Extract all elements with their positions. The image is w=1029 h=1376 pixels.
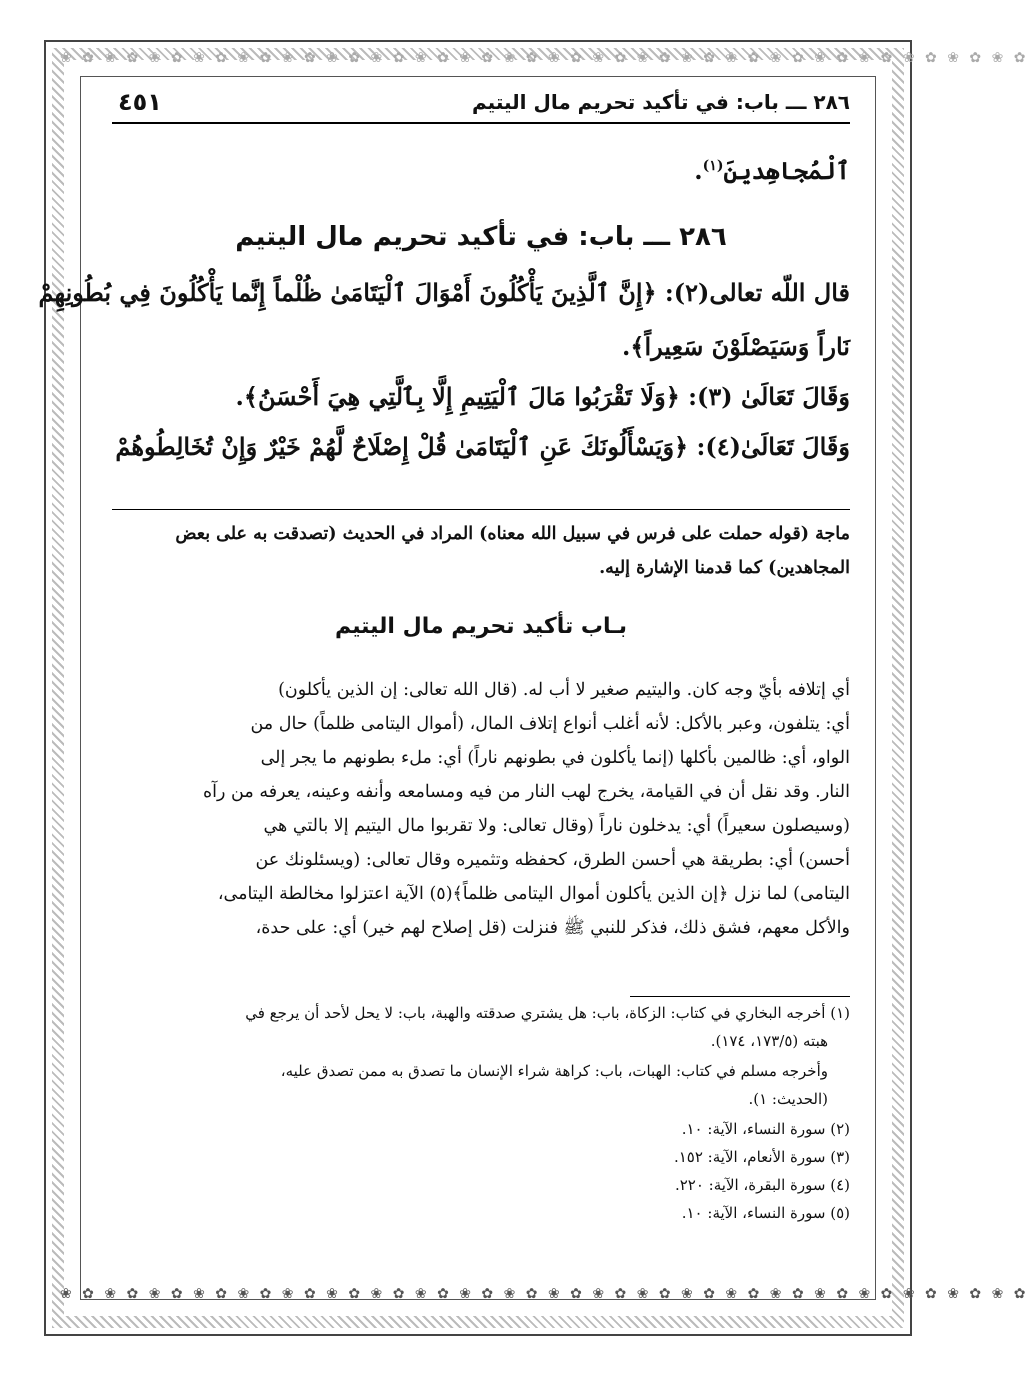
footnote-1-line-2: هبته (١٧٣/٥، ١٧٤). bbox=[710, 1032, 828, 1050]
carryover-text: ٱلْمُجاهِدينَ bbox=[723, 156, 850, 185]
commentary-line-4: النار. وقد نقل أن في القيامة، يخرج لهب النار من فيه ومسامعه وأنفه وعينه، يعرفه من رآه bbox=[203, 782, 850, 802]
footnote-1-line-1: (١) أخرجه البخاري في كتاب: الزكاة، باب: هل يشتري صدقته والهبة، باب: لا يحل لأحد أن يرجع في bbox=[245, 1004, 850, 1022]
carryover-period: . bbox=[694, 156, 703, 185]
footnote-2: (٢) سورة النساء، الآية: ١٠. bbox=[681, 1120, 850, 1138]
commentary-intro-text-1: ماجة (قوله حملت على فرس في سبيل الله معناه) المراد في الحديث (تصدقت به على بعض bbox=[175, 524, 850, 544]
commentary-line-7: اليتامى) لما نزل ﴿إن الذين يأكلون أموال اليتامى ظلماً﴾(٥) الآية اعتزلوا مخالطة اليتامى، bbox=[217, 884, 850, 904]
commentary-intro-1 bbox=[112, 518, 850, 551]
footnote-1-line-4: (الحديث: ١). bbox=[748, 1090, 828, 1108]
verse-line-1: قال اللّه تعالى(٢): ﴿إِنَّ ٱلَّذِينَ يَأْكُلُونَ أَمْوَالَ ٱلْيَتَامَىٰ ظُلْماً إِنَّما يَأْكُلُونَ فِي بُطُونِهِمْ bbox=[38, 278, 850, 307]
footnote-3: (٣) سورة الأنعام، الآية: ١٥٢. bbox=[673, 1148, 850, 1166]
commentary-line-2: أي: يتلفون، وعبر بالأكل: لأنه أغلب أنواع إتلاف المال، (أموال اليتامى ظلماً) حال من bbox=[250, 714, 850, 734]
footnote-5: (٥) سورة النساء، الآية: ١٠. bbox=[681, 1204, 850, 1222]
header-title: ٢٨٦ ـــ باب: في تأكيد تحريم مال اليتيم bbox=[471, 90, 850, 114]
carryover-word bbox=[694, 156, 850, 185]
commentary-separator bbox=[112, 509, 850, 510]
chapter-title: ٢٨٦ ـــ باب: في تأكيد تحريم مال اليتيم bbox=[235, 222, 727, 252]
running-header bbox=[112, 86, 850, 124]
commentary-line-5: (وسيصلون سعيراً) أي: يدخلون ناراً (وقال تعالى: ولا تقربوا مال اليتيم إلا بالتي هي bbox=[263, 816, 850, 836]
commentary-line-8: والأكل معهم، فشق ذلك، فذكر للنبي ﷺ فنزلت (قل إصلاح لهم خير) أي: على حدة، bbox=[255, 918, 850, 938]
carryover-footnote-ref: (١) bbox=[702, 158, 724, 174]
footnote-separator bbox=[630, 996, 850, 997]
top-ornament-border: ❀ ✿ ❀ ✿ ❀ ✿ ❀ ✿ ❀ ✿ ❀ ✿ ❀ ✿ ❀ ✿ ❀ ✿ ❀ ✿ ❀ ✿ ❀ ✿ ❀ ✿ ❀ ✿ ❀ ✿ ❀ ✿ ❀ ✿ ❀ ✿ ❀ ✿ ❀ ✿ ❀ ✿ ❀ ✿ bbox=[60, 50, 1029, 66]
commentary-line-3: الواو، أي: ظالمين بأكلها (إنما يأكلون في بطونهم ناراً) أي: ملء بطونهم ما يجر إلى bbox=[260, 748, 850, 768]
bottom-ornament-border: ❀ ✿ ❀ ✿ ❀ ✿ ❀ ✿ ❀ ✿ ❀ ✿ ❀ ✿ ❀ ✿ ❀ ✿ ❀ ✿ ❀ ✿ ❀ ✿ ❀ ✿ ❀ ✿ ❀ ✿ ❀ ✿ ❀ ✿ ❀ ✿ ❀ ✿ ❀ ✿ ❀ ✿ ❀ ✿ bbox=[60, 1286, 1029, 1302]
commentary-intro-2 bbox=[112, 552, 850, 585]
footnote-1-line-3: وأخرجه مسلم في كتاب: الهبات، باب: كراهة شراء الإنسان ما تصدق به ممن تصدق عليه، bbox=[280, 1062, 828, 1080]
commentary-line-6: أحسن) أي: بطريقة هي أحسن الطرق، كحفظه وتثميره وقال تعالى: (ويسئلونك عن bbox=[255, 850, 850, 870]
verse-line-4: وَقَالَ تَعَالَىٰ(٤): ﴿وَيَسْأَلُونَكَ عَنِ ٱلْيَتَامَىٰ قُلْ إِصْلَاحٌ لَّهُمْ خَيْرٌ وَإِنْ تُخَالِطُوهُمْ bbox=[115, 432, 850, 461]
commentary-section-title: بـاب تأكيد تحريم مال اليتيم bbox=[334, 614, 628, 639]
commentary-intro-text-2: المجاهدين) كما قدمنا الإشارة إليه. bbox=[599, 558, 850, 578]
footnote-4: (٤) سورة البقرة، الآية: ٢٢٠. bbox=[674, 1176, 850, 1194]
verse-line-2: نَاراً وَسَيَصْلَوْنَ سَعِيراً﴾. bbox=[622, 332, 850, 361]
verse-line-3: وَقَالَ تَعَالَىٰ (٣): ﴿وَلَا تَقْرَبُوا مَالَ ٱلْيَتِيمِ إِلَّا بِٱلَّتِي هِيَ أَحْسَنُ﴾. bbox=[235, 382, 850, 411]
page-number: ٤٥١ bbox=[118, 88, 162, 116]
commentary-line-1: أي إتلافه بأيّ وجه كان. واليتيم صغير لا أب له. (قال الله تعالى: إن الذين يأكلون) bbox=[278, 680, 850, 700]
